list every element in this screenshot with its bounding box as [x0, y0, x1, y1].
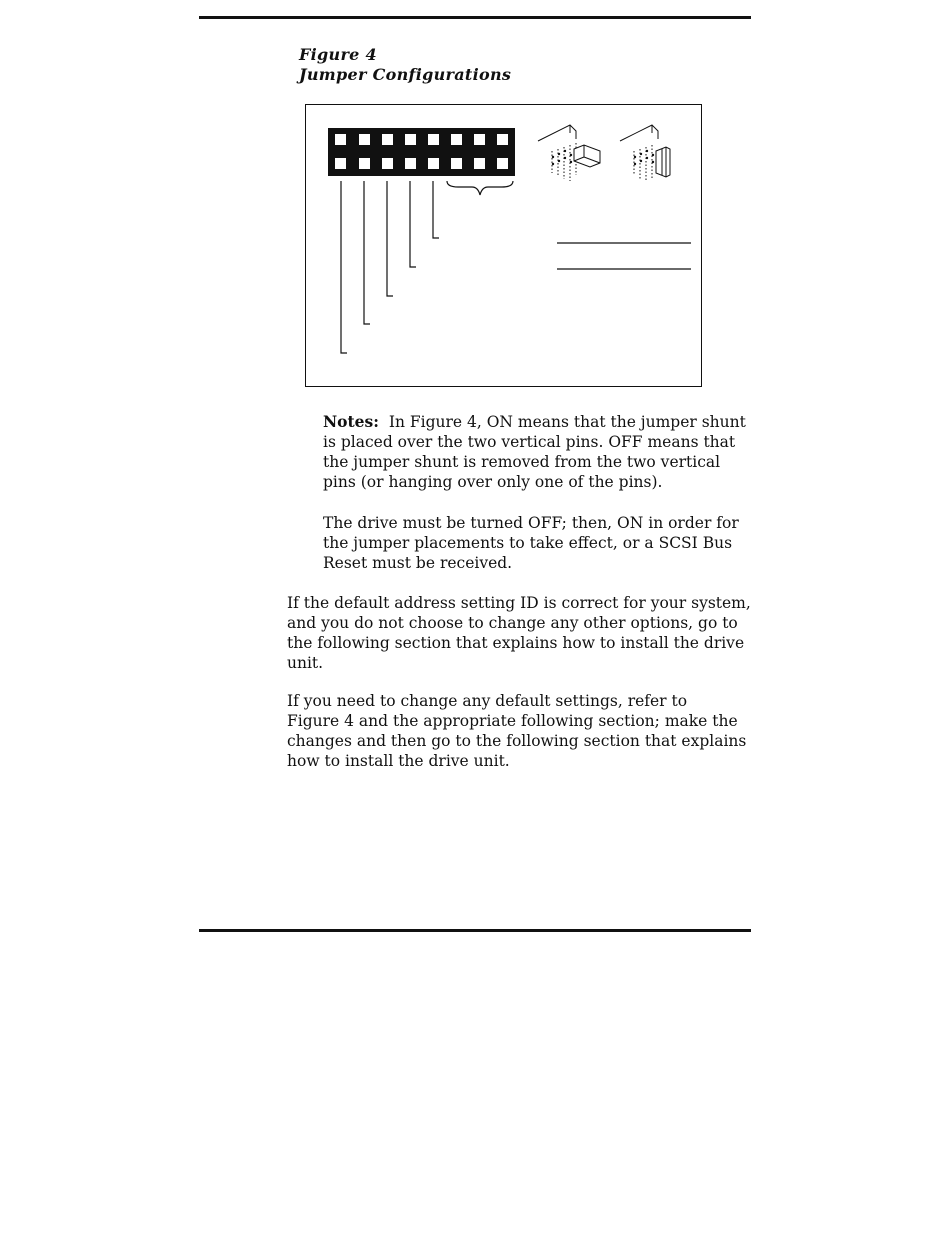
pin: [382, 134, 393, 145]
body-line: and you do not choose to change any other options, go to: [287, 614, 738, 632]
notes-line: the jumper placements to take effect, or a SCSI Bus: [323, 534, 733, 552]
jumper-diagram: [306, 105, 703, 388]
notes-text: In Figure 4, ON means that the jumper shunt: [388, 413, 746, 431]
brace-icon: [447, 181, 513, 195]
body-paragraph-1: [287, 593, 751, 673]
notes-label: Notes:: [323, 412, 379, 431]
body-line: how to install the drive unit.: [287, 752, 510, 770]
figure-caption: [299, 45, 511, 85]
pin: [451, 134, 462, 145]
pin: [335, 158, 346, 169]
pin: [451, 158, 462, 169]
pin: [382, 158, 393, 169]
pin: [474, 134, 485, 145]
pin: [497, 158, 508, 169]
pin: [405, 158, 416, 169]
leader-line: [341, 181, 347, 353]
body-line: If you need to change any default settings, refer to: [287, 692, 688, 710]
pin: [359, 158, 370, 169]
figure-number: Figure 4: [299, 45, 377, 64]
leader-lines: [341, 181, 439, 353]
body-line: If the default address setting ID is correct for your system,: [287, 594, 751, 612]
leader-line: [410, 181, 416, 267]
bottom-rule: [199, 929, 751, 932]
body-line: unit.: [287, 654, 324, 672]
leader-line: [387, 181, 393, 296]
pin: [497, 134, 508, 145]
pin: [359, 134, 370, 145]
jumper-block: [328, 128, 515, 176]
pin: [428, 158, 439, 169]
notes-line: pins (or hanging over only one of the pins).: [323, 473, 663, 491]
figure-title: Jumper Configurations: [299, 65, 512, 84]
top-rule: [199, 16, 751, 19]
pin: [428, 134, 439, 145]
notes-line: The drive must be turned OFF; then, ON in order for: [323, 514, 739, 532]
leader-line: [433, 181, 439, 238]
body-line: changes and then go to the following section that explains: [287, 732, 747, 750]
pin: [405, 134, 416, 145]
notes-paragraph: [323, 412, 746, 492]
body-paragraph-2: [287, 691, 746, 771]
jumper-figure: [305, 104, 702, 387]
notes-line: the jumper shunt is removed from the two vertical: [323, 453, 721, 471]
notes-line: [323, 412, 746, 432]
notes-line: is placed over the two vertical pins. OFF means that: [323, 433, 736, 451]
leader-line: [364, 181, 370, 324]
body-line: Figure 4 and the appropriate following section; make the: [287, 712, 738, 730]
pin: [474, 158, 485, 169]
notes-line: Reset must be received.: [323, 554, 513, 572]
notes-paragraph-2: [323, 513, 739, 573]
shunt-on-icon: [538, 125, 600, 181]
body-line: the following section that explains how to install the drive: [287, 634, 745, 652]
pin: [335, 134, 346, 145]
shunt-off-icon: [620, 125, 670, 181]
